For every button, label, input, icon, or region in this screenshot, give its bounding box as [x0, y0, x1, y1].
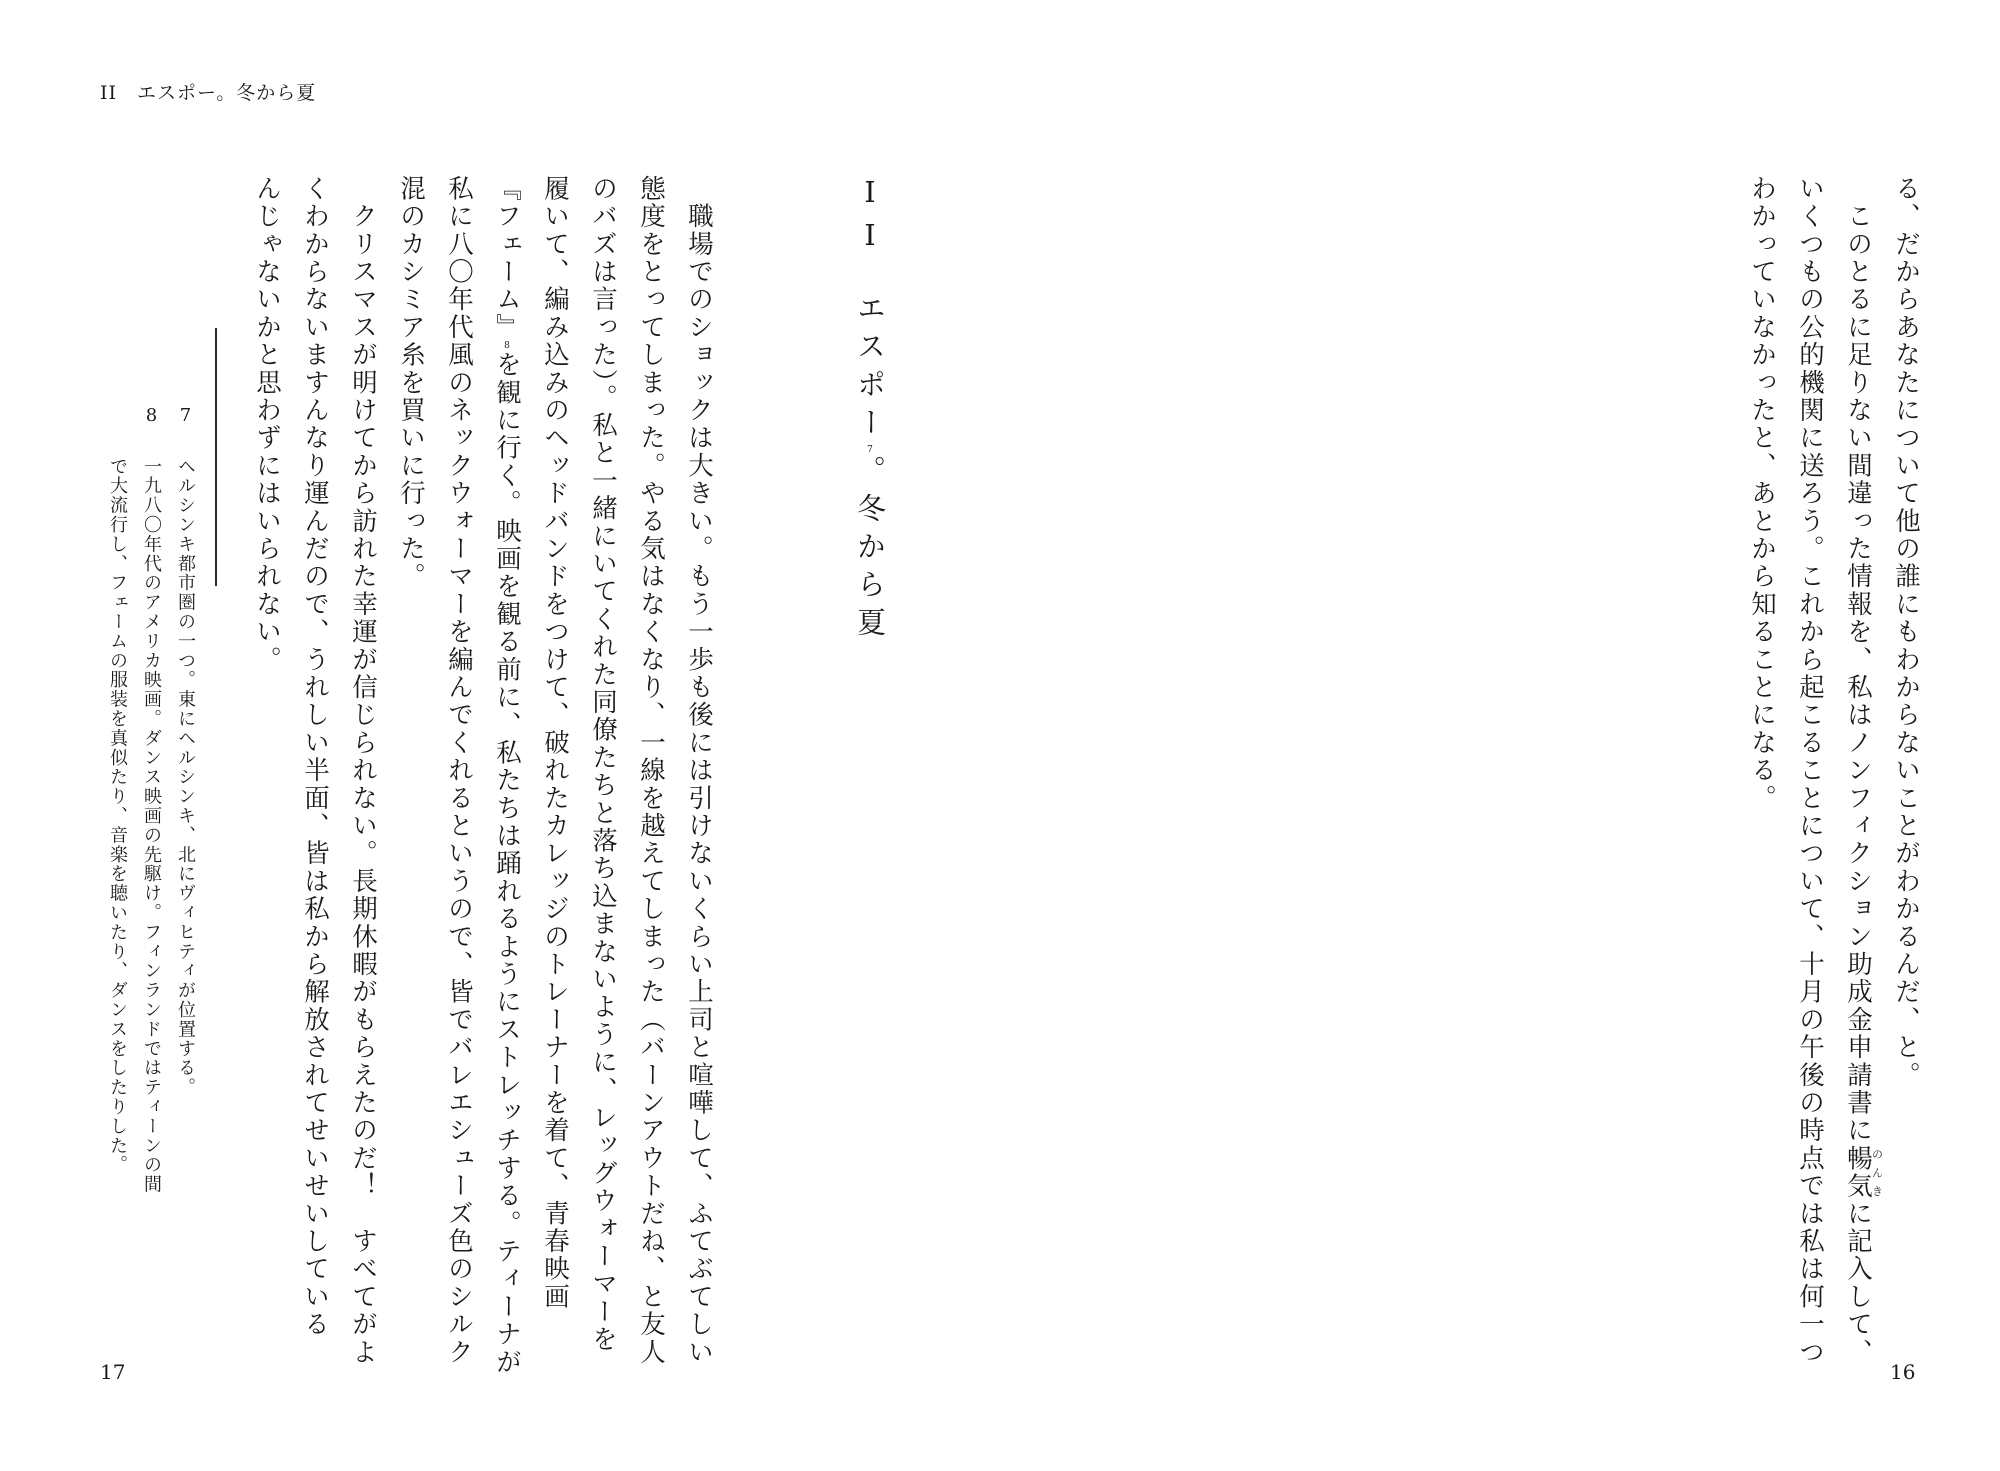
- body-line: [291, 175, 339, 1339]
- body-text: くわからないますんなり運んだので、うれしい半面、皆は私から解放されてせいせいしている: [300, 175, 330, 1339]
- footnote-7: [168, 405, 202, 1365]
- running-head-title: エスポー。冬から夏: [137, 82, 317, 104]
- body-line: [243, 175, 291, 1325]
- chapter-title-a: エスポー: [853, 293, 887, 445]
- running-head-chapter: II: [100, 82, 118, 104]
- body-text: 職場でのショックは大きい。もう一歩も後には引けないくらい上司と喧嘩して、ふてぶてしい: [684, 175, 714, 1367]
- body-text: んじゃないかと思わずにはいられない。: [252, 175, 282, 674]
- body-text: 態度をとってしまった。やる気はなくなり、一線を越えてしまった（バーンアウトだね、と友人: [636, 175, 666, 1367]
- body-line: [1882, 175, 1930, 1325]
- ruby-word: 暢気のんき: [1843, 1144, 1884, 1200]
- body-line: [483, 175, 531, 1377]
- body-text: クリスマスが明けてから訪れた幸運が信じられない。長期休暇がもらえたのだ！ すべてがよ: [348, 175, 378, 1367]
- body-text: る、だからあなたについて他の誰にもわからないことがわかるんだ、と。: [1891, 175, 1921, 1090]
- page-number-right: 16: [1890, 1360, 1916, 1384]
- page-number-left: 17: [100, 1360, 126, 1384]
- footnote-8: [134, 405, 168, 1365]
- footnote-number: 8: [141, 405, 162, 426]
- footnote-text: 一九八〇年代のアメリカ映画。ダンス映画の先駆け。フィンランドではティーンの間: [141, 457, 162, 1195]
- body-line: [1834, 175, 1884, 1367]
- body-text: のバズは言った）。私と一緒にいてくれた同僚たちと落ち込まないように、レッグウォーマーを: [588, 175, 618, 1354]
- body-line: [387, 175, 435, 1325]
- body-line: [1786, 175, 1834, 1367]
- body-line: [1738, 175, 1786, 1325]
- body-line: [339, 175, 387, 1367]
- body-text: いくつもの公的機関に送ろう。これから起こることについて、十月の午後の時点では私は何一つ: [1795, 175, 1825, 1367]
- running-head: [100, 78, 316, 105]
- body-text: 『フェーム』8を観に行く。映画を観る前に、私たちは踊れるようにストレッチする。ティーナが: [492, 175, 522, 1377]
- footnote-divider: [215, 328, 217, 586]
- body-text: わかっていなかったと、あとから知ることになる。: [1747, 175, 1777, 813]
- footnote-ref-7: 7: [865, 445, 875, 455]
- body-text: このとるに足りない間違った情報を、私はノンフィクション助成金申請書に暢気のんきに記入して、: [1843, 175, 1884, 1367]
- body-text: 私に八〇年代風のネックウォーマーを編んでくれるというので、皆でバレエシューズ色のシルク: [444, 175, 474, 1367]
- footnote-ref-8: 8: [502, 341, 512, 352]
- chapter-number: II: [853, 175, 887, 261]
- footnote-text: で大流行し、フェームの服装を真似たり、音楽を聴いたり、ダンスをしたりした。: [107, 457, 128, 1175]
- body-line: [435, 175, 483, 1367]
- body-text: 混のカシミア糸を買いに行った。: [396, 175, 426, 591]
- body-line: [675, 175, 723, 1367]
- body-line: [579, 175, 627, 1354]
- footnote-text: ヘルシンキ都市圏の一つ。東にヘルシンキ、北にヴィヒティが位置する。: [175, 457, 196, 1098]
- body-line: [531, 175, 579, 1325]
- footnote-number: 7: [175, 405, 196, 426]
- body-line: [627, 175, 675, 1367]
- chapter-title-b: 。冬から夏: [853, 455, 887, 645]
- footnote-8-cont: [100, 405, 134, 1365]
- chapter-heading: [840, 175, 900, 645]
- body-text: 履いて、編み込みのヘッドバンドをつけて、破れたカレッジのトレーナーを着て、青春映画: [540, 175, 570, 1311]
